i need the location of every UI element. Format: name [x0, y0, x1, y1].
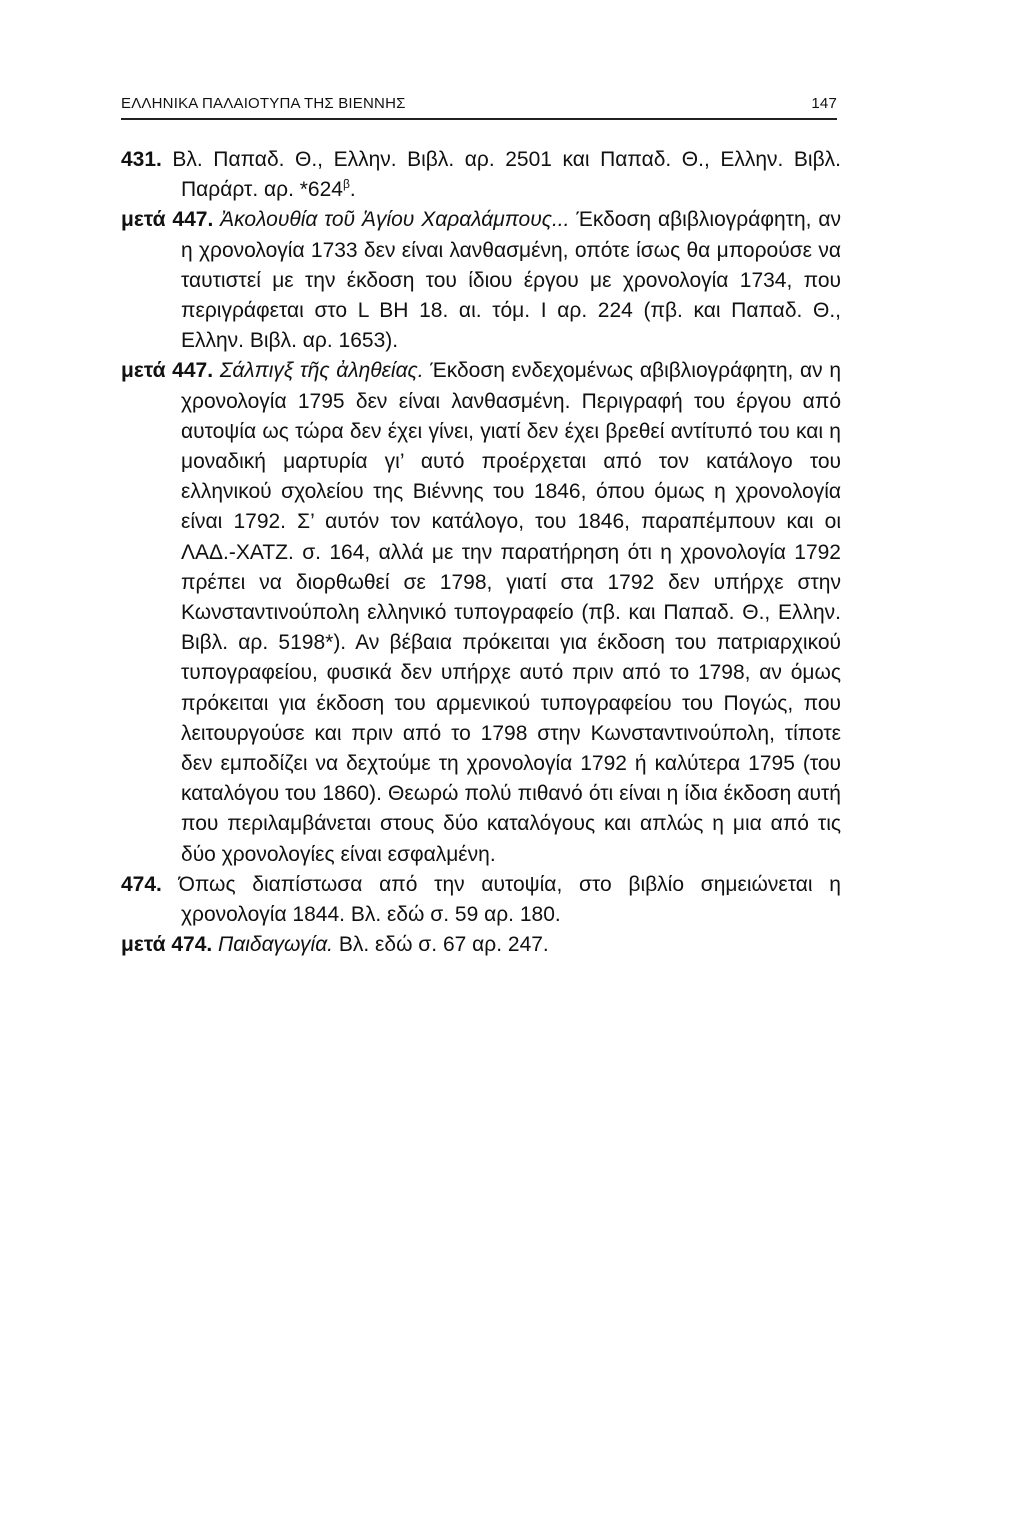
entry-number: 474. — [121, 872, 162, 896]
entry-number: μετά 447. — [121, 208, 214, 232]
entry-number: μετά 474. — [121, 933, 213, 957]
running-head-title: ΕΛΛΗΝΙΚΑ ΠΑΛΑΙΟΤΥΠΑ ΤΗΣ ΒΙΕΝΝΗΣ — [121, 95, 406, 112]
entry-title: Σάλπιγξ τῆς ἀληθείας. — [213, 359, 424, 383]
entry-title: Παιδαγωγία. — [212, 933, 334, 957]
entry-text: Βλ. εδώ σ. 67 αρ. 247. — [333, 933, 549, 957]
entry-number: μετά 447. — [121, 359, 214, 383]
entry-text: Βλ. Παπαδ. Θ., Ελλην. Βιβλ. αρ. 2501 και Παπαδ. Θ., Ελλην. Βιβλ. Παράρτ. αρ. *624 — [161, 148, 841, 202]
entry-after-447-salpigx — [121, 356, 841, 869]
running-head — [121, 92, 837, 120]
entry-text: Όπως διαπίστωσα από την αυτοψία, στο βιβλίο σημειώνεται η χρονολογία 1844. Βλ. εδώ σ. 59 αρ. 180. — [161, 872, 841, 927]
entry-431 — [121, 145, 841, 205]
entries-list — [121, 145, 841, 960]
entry-474 — [121, 870, 841, 930]
entry-after-447-akolouthia — [121, 205, 841, 356]
entry-superscript: β — [342, 177, 350, 192]
entry-text-end: . — [349, 178, 356, 202]
entry-number: 431. — [121, 148, 162, 171]
entry-text: Έκδοση ενδεχομένως αβιβλιογράφητη, αν η χρονολογία 1795 δεν είναι λανθασμένη. Περιγραφή του έργου από αυτοψία ως τώρα δεν έχει γίνει, γιατί δεν έχει βρεθεί αντίτυπό του και η μοναδική μαρτυρία γι’ αυτό προέρχεται από τον κατάλογο του ελληνικού σχολείου της Βιέννης του 1846, όπου όμως η χρονολογία είναι 1792. Σ’ αυτόν τον κατάλογο, του 1846, παραπέμπουν και οι ΛΑΔ.-ΧΑΤΖ. σ. 164, αλλά με την παρατήρηση ότι η χρονολογία 1792 πρέπει να διορθωθεί σε 1798, γιατί στα 1792 δεν υπήρχε στην Κωνσταντινούπολη ελληνικό τυπογραφείο (πβ. και Παπαδ. Θ., Ελλην. Βιβλ. αρ. 5198*). Αν βέβαια πρόκειται για έκδοση του πατριαρχικού τυπογραφείου, φυσικά δεν υπήρχε αυτό πριν από το 1798, αν όμως πρόκειται για έκδοση του αρμενικού τυπογραφείου του Πογώς, που λειτουργούσε και πριν από το 1798 στην Κωνσταντινούπολη, τίποτε δεν εμποδίζει να δεχτούμε τη χρονολογία 1792 ή καλύτερα 1795 (του καταλόγου του 1860). Θεωρώ πολύ πιθανό ότι είναι η ίδια έκδοση αυτή που περιλαμβάνεται στους δύο καταλόγους και απλώς η μια από τις δύο χρονολογίες είναι εσφαλμένη. — [181, 359, 842, 866]
entry-after-474-paidagogia — [121, 930, 841, 960]
entry-text: Έκδοση αβιβλιογράφητη, αν η χρονολογία 1733 δεν είναι λανθασμένη, οπότε ίσως θα μπορούσε να ταυτιστεί με την έκδοση του ίδιου έργου με χρονολογία 1734, που περιγράφεται στο L BH 18. αι. τόμ. I αρ. 224 (πβ. και Παπαδ. Θ., Ελλην. Βιβλ. αρ. 1653). — [181, 208, 841, 353]
entry-title: Ἀκολουθία τοῦ Ἁγίου Χαραλάμπους... — [213, 208, 570, 232]
page-number: 147 — [811, 95, 837, 112]
